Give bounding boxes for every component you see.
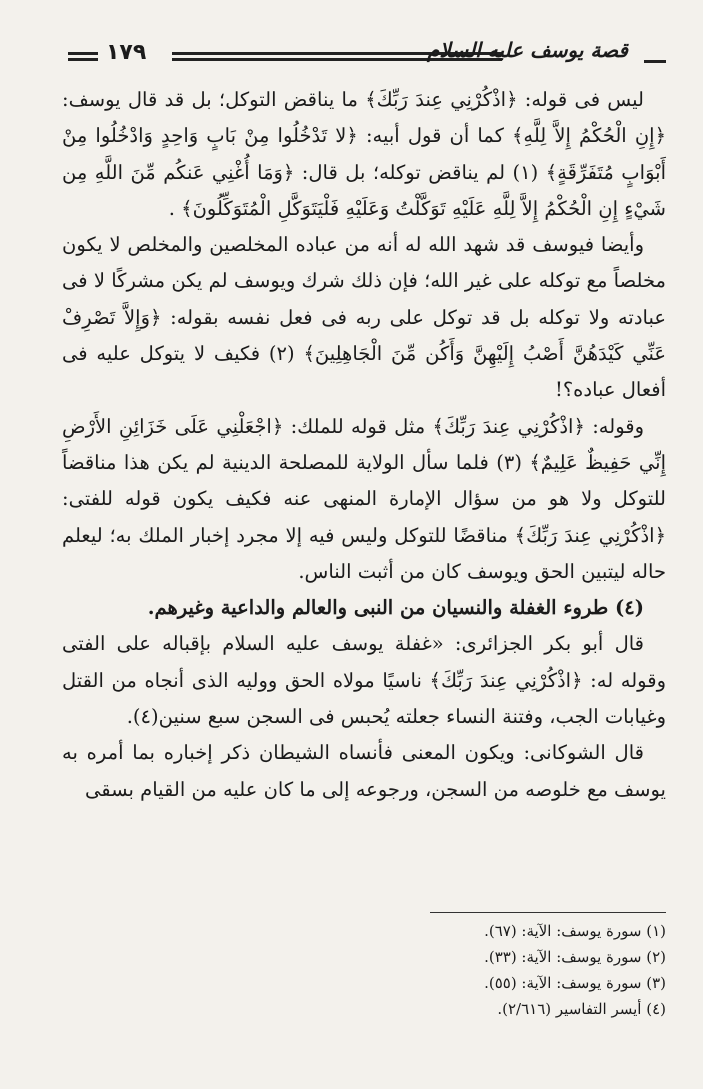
paragraph-4: قال أبو بكر الجزائرى: «غفلة يوسف عليه السلام بإقباله على الفتى وقوله له: ﴿اذْكُرْنِي عِندَ رَبِّكَ﴾ ناسيًا مولاه الحق ووليه الذى أنجاه من القتل وغيابات الجب، وفتنة النساء جعلته يُحبس فى السجن سبع سنين(٤). <box>62 632 666 729</box>
running-title: قصة يوسف عليه السلام <box>427 38 628 62</box>
footnote-2: (٢) سورة يوسف: الآية: (٣٣). <box>484 948 666 966</box>
page-header <box>68 38 668 74</box>
footnote-separator <box>430 912 666 913</box>
header-left-dash <box>68 52 98 55</box>
paragraph-2: وأيضا فيوسف قد شهد الله له أنه من عباده المخلصين والمخلص لا يكون مخلصاً مع توكله على غير الله؛ فإن ذلك شرك ويوسف لم يكن مشركًا لا فى عبادته ولا توكله بل قد توكل على ربه فى فعل نفسه بقوله: ﴿وَإِلاَّ تَصْرِفْ عَنِّي كَيْدَهُنَّ أَصْبُ إِلَيْهِنَّ وَأَكُن مِّنَ الْجَاهِلِينَ﴾ (٢) فكيف لا يتوكل عليه فى أفعال عباده؟! <box>62 233 666 402</box>
footnote-3: (٣) سورة يوسف: الآية: (٥٥). <box>484 974 666 992</box>
header-right-dash <box>644 60 666 63</box>
section-heading: (٤) طروء الغفلة والنسيان من النبى والعالم والداعية وغيرهم. <box>147 596 644 620</box>
page-number: ١٧٩ <box>106 40 147 65</box>
footnotes <box>300 918 666 1022</box>
footnote-4: (٤) أيسر التفاسير (٢/٦١٦). <box>497 1000 666 1018</box>
footnote-1: (١) سورة يوسف: الآية: (٦٧). <box>484 922 666 940</box>
main-text <box>62 82 666 808</box>
paragraph-3: وقوله: ﴿اذْكُرْنِي عِندَ رَبِّكَ﴾ مثل قوله للملك: ﴿اجْعَلْنِي عَلَى خَزَائِنِ الأَرْضِ إِنِّي حَفِيظٌ عَلِيمٌ﴾ (٣) فلما سأل الولاية للمصلحة الدينية لم يكن هذا مناقضاً للتوكل ولا هو من سؤال الإمارة المنهى عنه فكيف يكون قوله للفتى: ﴿اذْكُرْنِي عِندَ رَبِّكَ﴾ مناقضًا للتوكل وليس فيه إلا مجرد إخبار الملك به؛ ليعلم حاله ليتبين الحق ويوسف كان من أثبت الناس. <box>62 414 666 583</box>
paragraph-5: قال الشوكانى: ويكون المعنى فأنساه الشيطان ذكر إخباره بما أمره به يوسف مع خلوصه من السجن، ورجوعه إلى ما كان عليه من القيام بسقى <box>62 741 666 801</box>
paragraph-1: ليس فى قوله: ﴿اذْكُرْنِي عِندَ رَبِّكَ﴾ ما يناقض التوكل؛ بل قد قال يوسف: ﴿إِنِ الْحُكْمُ إِلاَّ لِلَّهِ﴾ كما أن قول أبيه: ﴿لا تَدْخُلُوا مِنْ بَابٍ وَاحِدٍ وَادْخُلُوا مِنْ أَبْوَابٍ مُتَفَرِّقَةٍ﴾ (١) لم يناقض توكله؛ بل قال: ﴿وَمَا أُغْنِي عَنكُم مِّنَ اللَّهِ مِن شَيْءٍ إِنِ الْحُكْمُ إِلاَّ لِلَّهِ عَلَيْهِ تَوَكَّلْتُ وَعَلَيْهِ فَلْيَتَوَكَّلِ الْمُتَوَكِّلُونَ﴾ . <box>62 88 667 220</box>
